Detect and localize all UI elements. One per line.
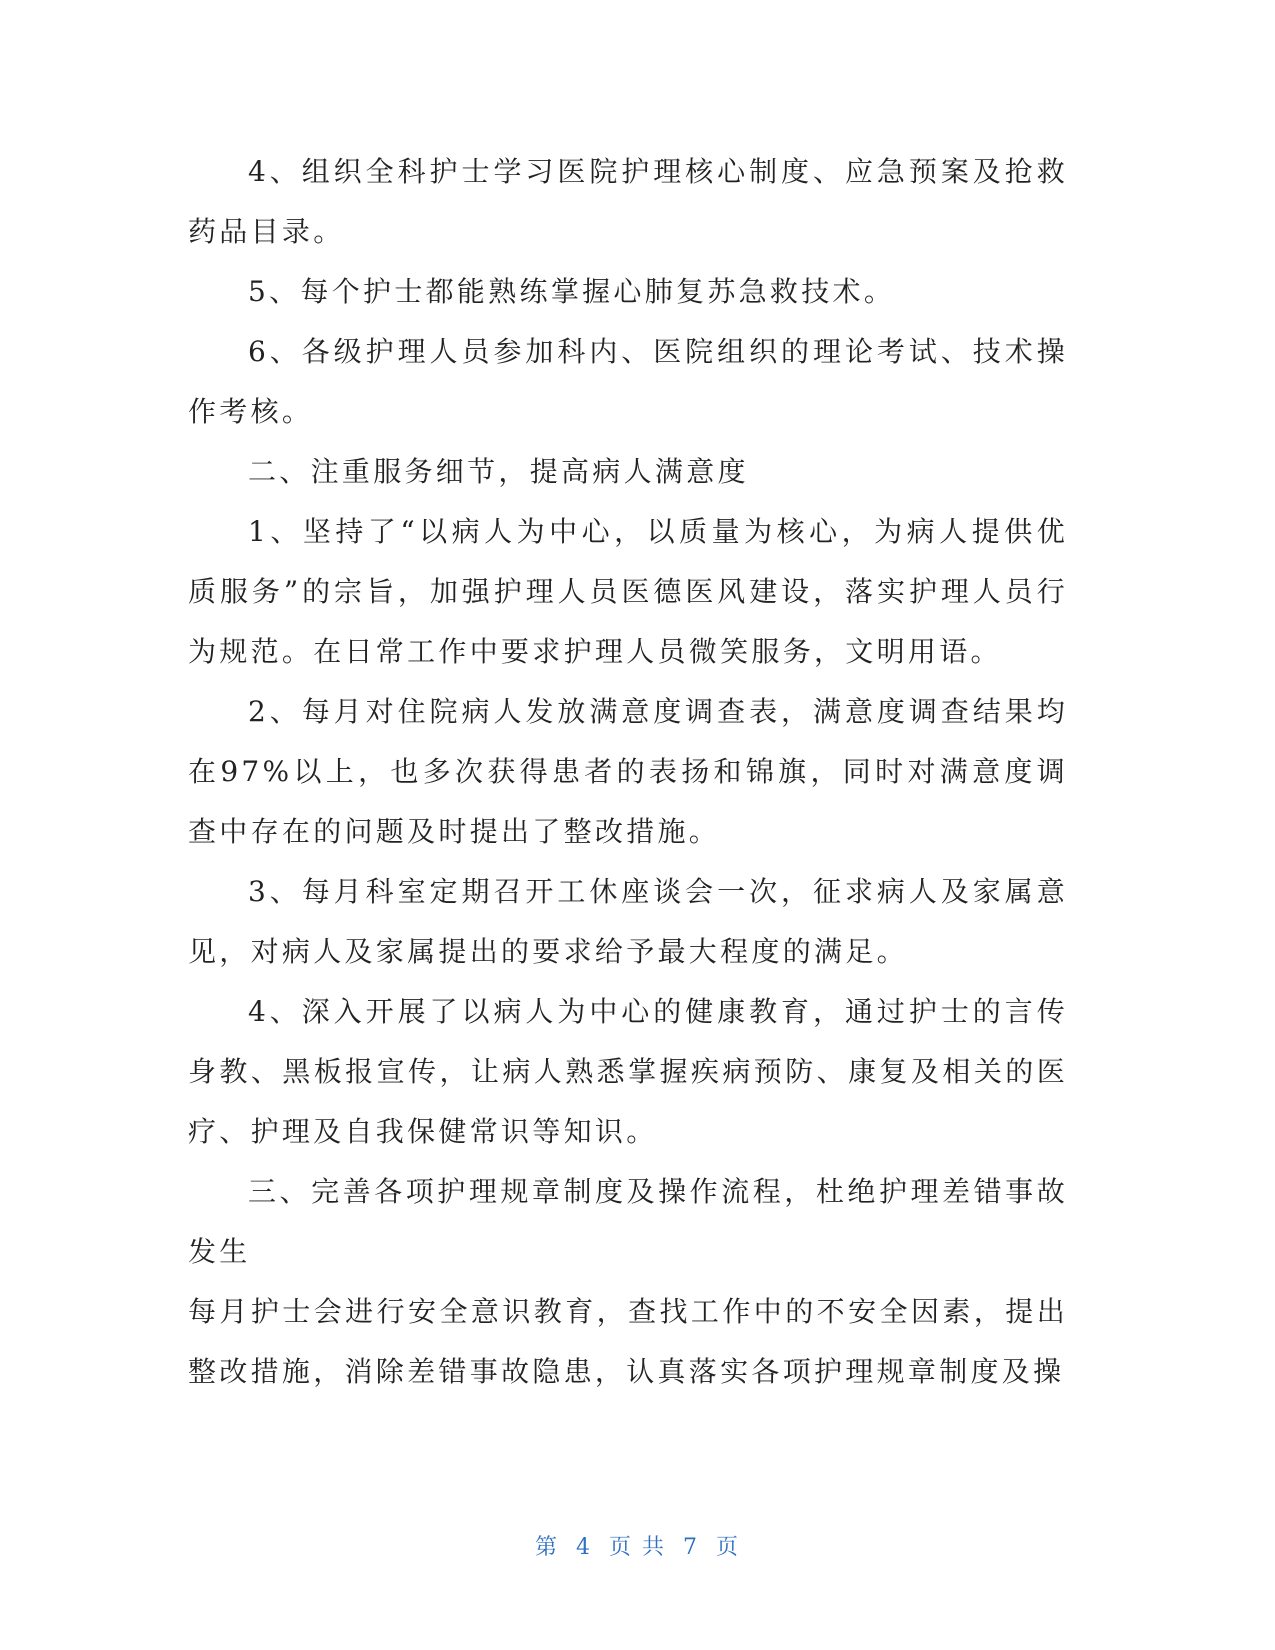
paragraph-service-2: 2、每月对住院病人发放满意度调查表，满意度调查结果均在97%以上，也多次获得患者的表扬和锦旗，同时对满意度调查中存在的问题及时提出了整改措施。 xyxy=(188,695,1068,848)
footer-prefix: 第 xyxy=(534,1535,559,1560)
footer-suffix: 页 xyxy=(716,1535,741,1560)
paragraph-service-3: 3、每月科室定期召开工休座谈会一次，征求病人及家属意见，对病人及家属提出的要求给予最大程度的满足。 xyxy=(188,875,1068,968)
paragraph-item-6-exams: 6、各级护理人员参加科内、医院组织的理论考试、技术操作考核。 xyxy=(188,335,1068,428)
section-heading-2: 二、注重服务细节，提高病人满意度 xyxy=(248,455,749,488)
paragraph-item-4-training: 4、组织全科护士学习医院护理核心制度、应急预案及抢救药品目录。 xyxy=(188,155,1068,248)
footer-page-number: 4 xyxy=(576,1535,592,1560)
page-footer xyxy=(0,1533,1275,1563)
footer-total-pages: 7 xyxy=(683,1535,699,1560)
paragraph-item-5-cpr: 5、每个护士都能熟练掌握心肺复苏急救技术。 xyxy=(248,275,896,308)
paragraph-service-1: 1、坚持了“以病人为中心，以质量为核心，为病人提供优质服务”的宗旨，加强护理人员医德医风建设，落实护理人员行为规范。在日常工作中要求护理人员微笑服务，文明用语。 xyxy=(188,515,1068,668)
section-heading-3: 三、完善各项护理规章制度及操作流程，杜绝护理差错事故发生 xyxy=(188,1175,1068,1268)
paragraph-safety: 每月护士会进行安全意识教育，查找工作中的不安全因素，提出整改措施，消除差错事故隐患，认真落实各项护理规章制度及操 xyxy=(188,1295,1068,1388)
paragraph-service-4: 4、深入开展了以病人为中心的健康教育，通过护士的言传身教、黑板报宣传，让病人熟悉掌握疾病预防、康复及相关的医疗、护理及自我保健常识等知识。 xyxy=(188,995,1068,1148)
document-body xyxy=(188,142,1068,1402)
footer-middle: 页 共 xyxy=(609,1535,666,1560)
